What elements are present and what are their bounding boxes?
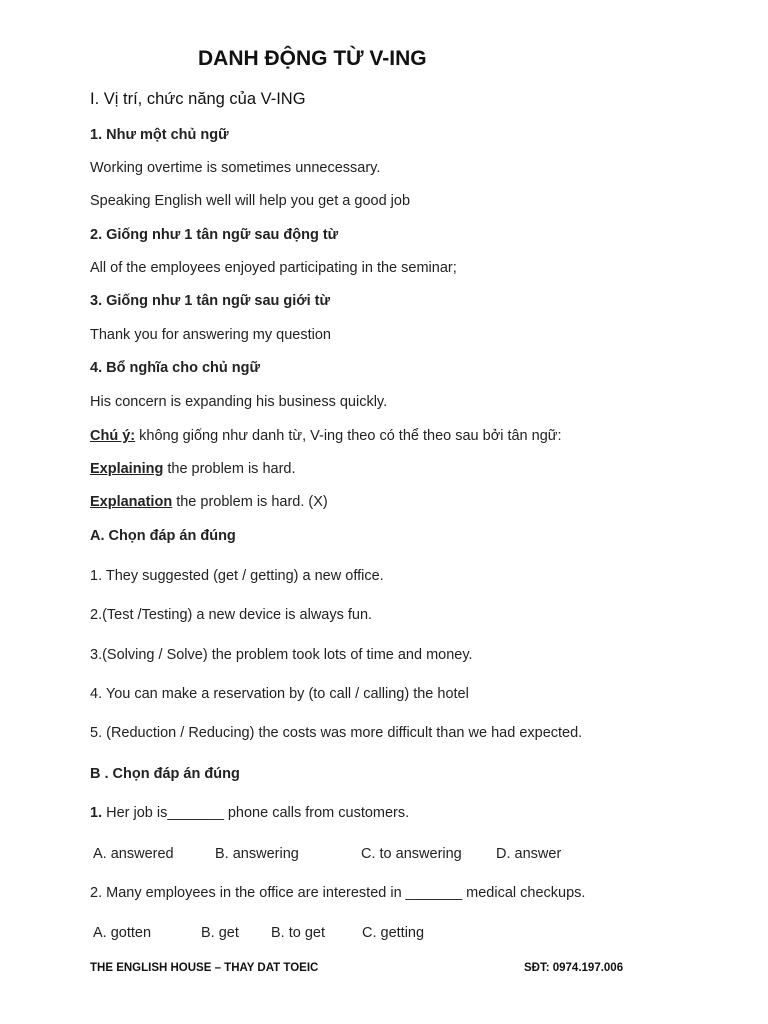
exercise-a-item-1: 1. They suggested (get / getting) a new office. (90, 568, 384, 584)
q1-option-b: B. answering (215, 846, 299, 862)
page-title: DANH ĐỘNG TỪ V-ING (198, 47, 427, 70)
point-example-1b: Speaking English well will help you get a good job (90, 193, 411, 209)
q2-option-d: C. getting (362, 925, 425, 941)
note-correct-example (90, 460, 296, 478)
point-heading-3: 3. Giống như 1 tân ngữ sau giới từ (90, 293, 330, 309)
q1-number: 1. (90, 805, 103, 821)
section-heading: I. Vị trí, chức năng của V-ING (90, 90, 306, 108)
note-wrong-word: Explanation (90, 494, 173, 510)
q2-option-b: B. get (201, 925, 239, 941)
point-heading-2: 2. Giống như 1 tân ngữ sau động từ (90, 227, 339, 243)
q1-options (93, 845, 561, 863)
exercise-a-item-4: 4. You can make a reservation by (to call / calling) the hotel (90, 686, 469, 702)
exercise-b-q2: 2. Many employees in the office are interested in _______ medical checkups. (90, 885, 586, 901)
exercise-a-heading: A. Chọn đáp án đúng (90, 528, 236, 544)
exercise-b-heading: B . Chọn đáp án đúng (90, 766, 240, 782)
note-label: Chú ý: (90, 428, 136, 444)
point-example-2: All of the employees enjoyed participating in the seminar; (90, 260, 457, 276)
q1-option-c: C. to answering (361, 846, 462, 862)
footer-left: THE ENGLISH HOUSE – THAY DAT TOEIC (90, 962, 319, 974)
exercise-a-item-5: 5. (Reduction / Reducing) the costs was more difficult than we had expected. (90, 725, 583, 741)
q1-option-d: D. answer (496, 846, 562, 862)
note-text: không giống như danh từ, V-ing theo có thể theo sau bởi tân ngữ: (135, 428, 562, 444)
point-example-4: His concern is expanding his business quickly. (90, 394, 388, 410)
exercise-b-q1 (90, 804, 409, 822)
point-heading-4: 4. Bổ nghĩa cho chủ ngữ (90, 360, 260, 376)
q1-text: Her job is_______ phone calls from customers. (102, 805, 410, 821)
footer-right: SĐT: 0974.197.006 (524, 962, 624, 974)
note-correct-rest: the problem is hard. (163, 461, 296, 477)
q2-options (93, 924, 424, 942)
note-wrong-rest: the problem is hard. (X) (172, 494, 328, 510)
note-wrong-example (90, 493, 328, 511)
q2-option-a: A. gotten (93, 925, 152, 941)
q2-option-c: B. to get (271, 925, 326, 941)
note-line (90, 427, 562, 445)
point-example-3: Thank you for answering my question (90, 327, 331, 343)
q1-option-a: A. answered (93, 846, 174, 862)
point-heading-1: 1. Như một chủ ngữ (90, 127, 229, 143)
point-example-1a: Working overtime is sometimes unnecessary. (90, 160, 381, 176)
note-correct-word: Explaining (90, 461, 164, 477)
exercise-a-item-2: 2.(Test /Testing) a new device is always fun. (90, 607, 373, 623)
exercise-a-item-3: 3.(Solving / Solve) the problem took lots of time and money. (90, 647, 473, 663)
